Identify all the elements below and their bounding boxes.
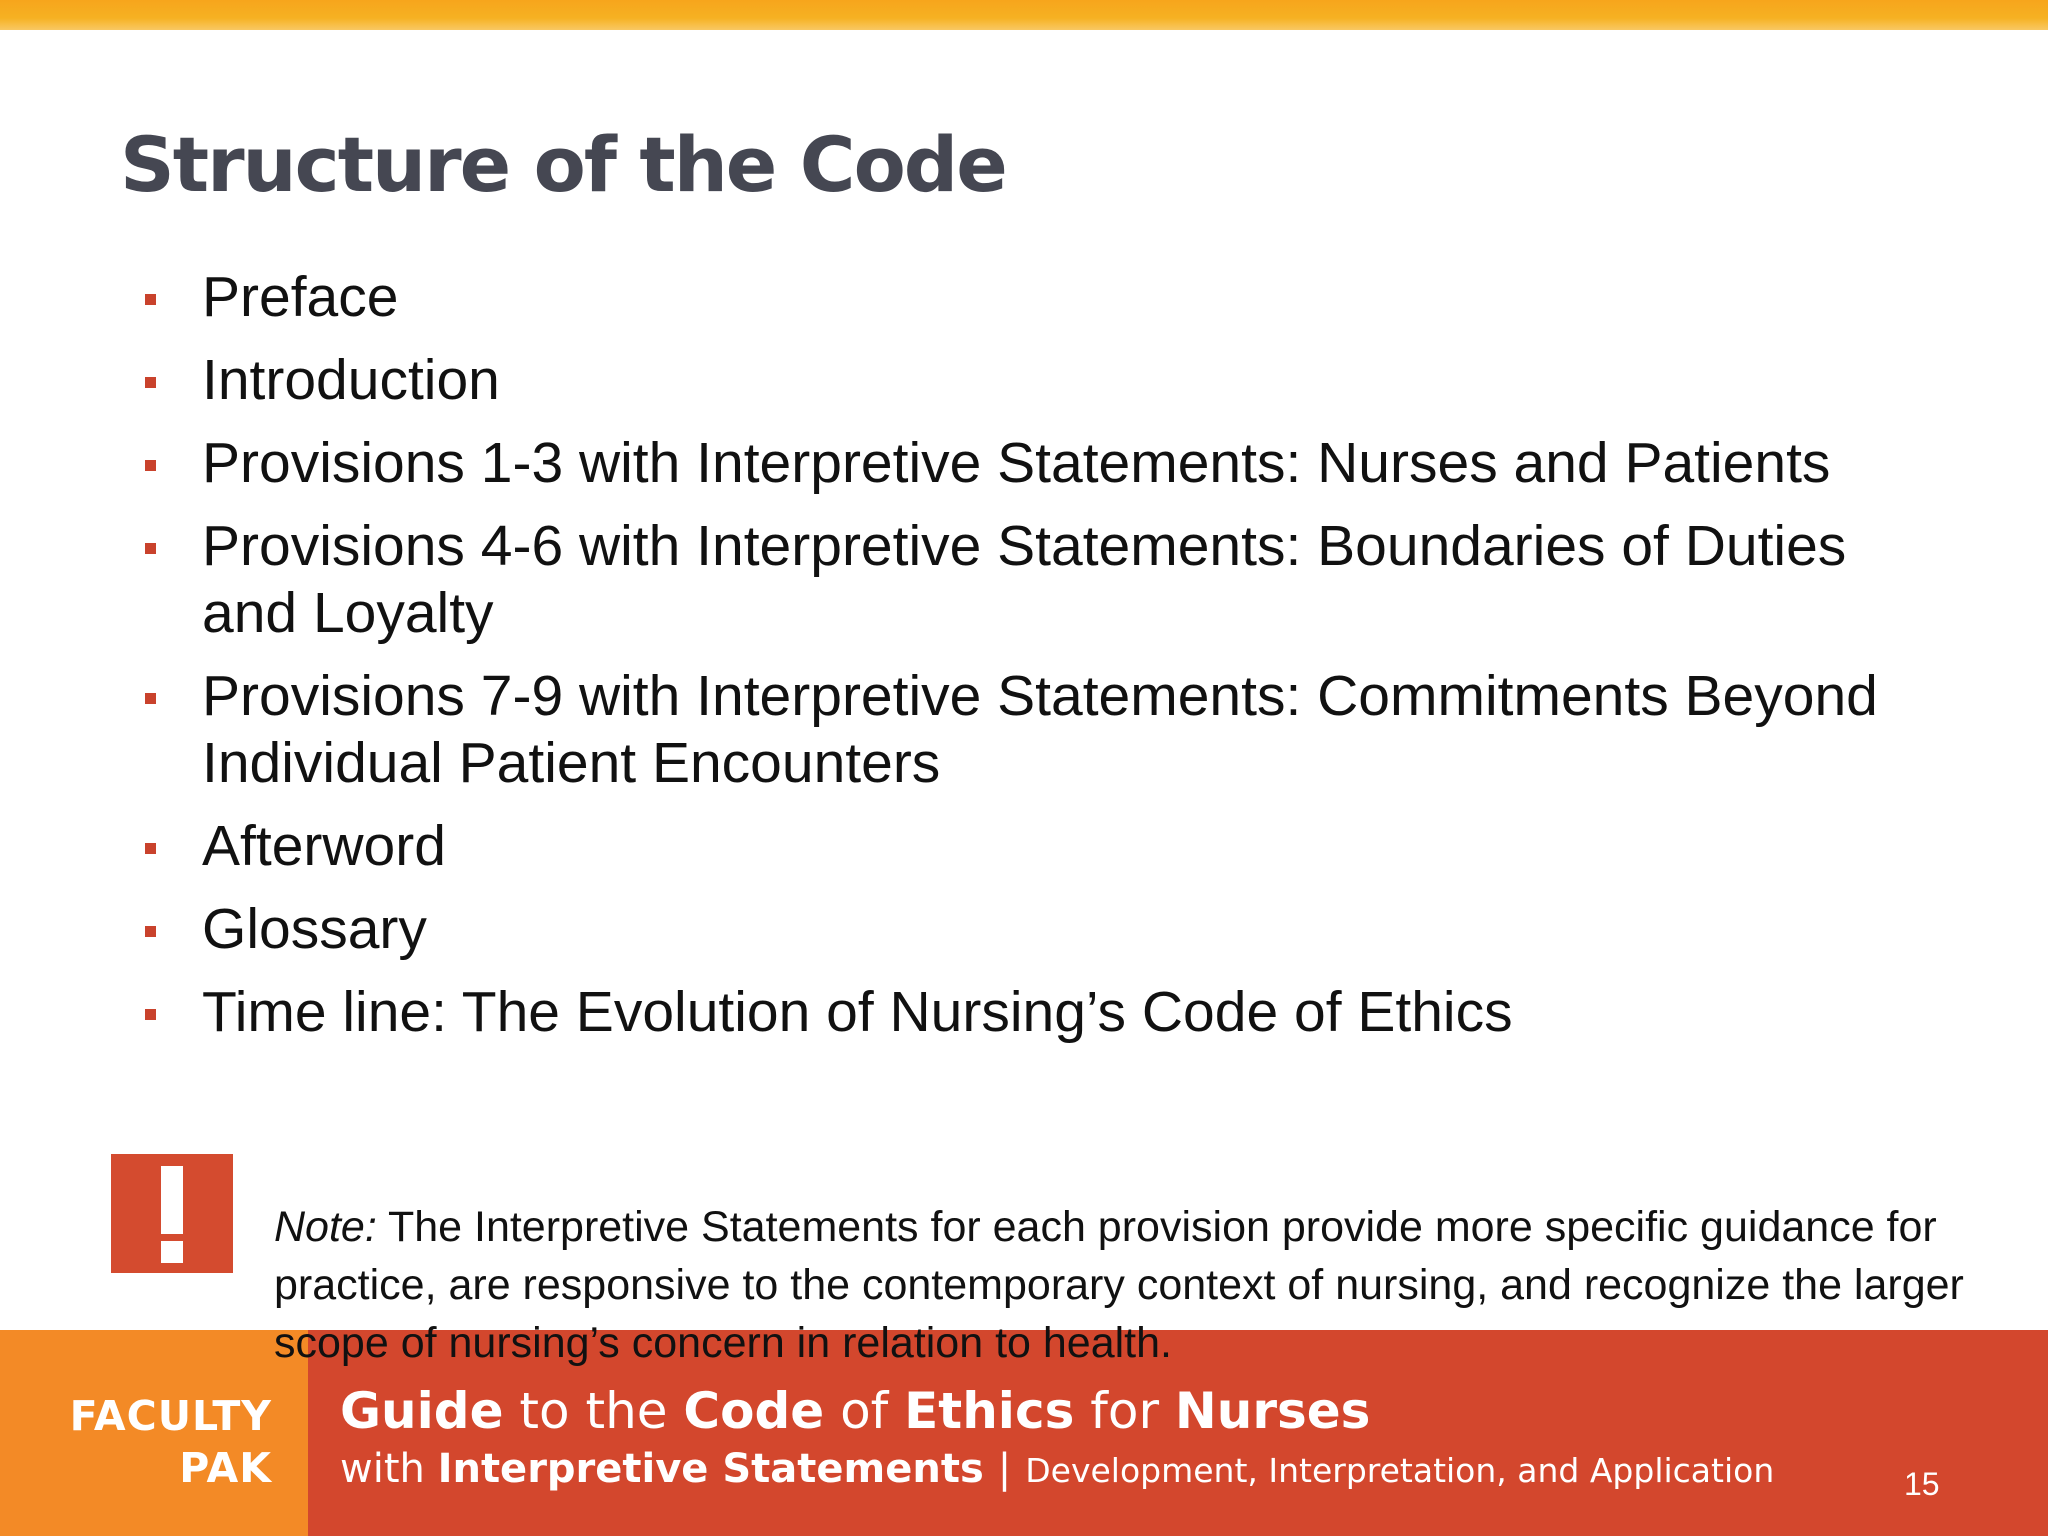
exclamation-dot	[161, 1241, 183, 1263]
slide-title: Structure of the Code	[120, 120, 1006, 209]
logo-line-pak: PAK	[179, 1444, 272, 1492]
list-item	[140, 347, 1920, 414]
list-item-text: Provisions 7-9 with Interpretive Statements: Commitments Beyond Individual Patient Encounters	[202, 664, 1878, 795]
book-title	[340, 1382, 1370, 1440]
list-item	[140, 663, 1920, 797]
subtitle-word: Interpretive Statements	[437, 1446, 984, 1492]
title-word: for	[1074, 1382, 1175, 1440]
list-item-text: Glossary	[202, 897, 427, 961]
title-word: Code	[683, 1382, 825, 1440]
faculty-pak-logo	[0, 1330, 308, 1536]
note-body: The Interpretive Statements for each provision provide more specific guidance for practice, are responsive to the contemporary context of nursing, and recognize the larger scope of nursing’s concern in relation to health.	[274, 1203, 1964, 1367]
logo-line-faculty: FACULTY	[69, 1392, 272, 1440]
book-subtitle	[340, 1446, 1774, 1492]
bullet-square-icon	[145, 843, 156, 854]
list-item	[140, 430, 1920, 497]
title-word: Guide	[340, 1382, 504, 1440]
bullet-square-icon	[145, 543, 156, 554]
list-item-text: Time line: The Evolution of Nursing’s Code of Ethics	[202, 980, 1513, 1044]
list-item-text: Provisions 4-6 with Interpretive Statements: Boundaries of Duties and Loyalty	[202, 514, 1847, 645]
bullet-square-icon	[145, 377, 156, 388]
exclamation-icon	[111, 1154, 233, 1273]
title-word: of	[824, 1382, 905, 1440]
page-number: 15	[1904, 1466, 1940, 1502]
note-text	[274, 1198, 1994, 1372]
list-item-text: Introduction	[202, 348, 500, 412]
list-item-text: Afterword	[202, 814, 446, 878]
subtitle-word: with	[340, 1446, 438, 1492]
subtitle-separator: |	[997, 1446, 1012, 1492]
list-item-text: Provisions 1-3 with Interpretive Statements: Nurses and Patients	[202, 431, 1831, 495]
bullet-square-icon	[145, 926, 156, 937]
list-item	[140, 813, 1920, 880]
title-word: Nurses	[1174, 1382, 1371, 1440]
bullet-square-icon	[145, 294, 156, 305]
list-item	[140, 896, 1920, 963]
subtitle-text: Development, Interpretation, and Application	[1025, 1451, 1775, 1490]
exclamation-bar	[161, 1166, 183, 1234]
bullet-square-icon	[145, 460, 156, 471]
list-item-text: Preface	[202, 265, 399, 329]
top-accent-bar	[0, 0, 2048, 30]
list-item	[140, 264, 1920, 331]
bullet-list	[140, 264, 1920, 1062]
list-item	[140, 979, 1920, 1046]
bullet-square-icon	[145, 1009, 156, 1020]
title-word: to the	[503, 1382, 684, 1440]
bullet-square-icon	[145, 693, 156, 704]
list-item	[140, 513, 1920, 647]
note-label: Note:	[274, 1203, 377, 1251]
title-word: Ethics	[904, 1382, 1075, 1440]
